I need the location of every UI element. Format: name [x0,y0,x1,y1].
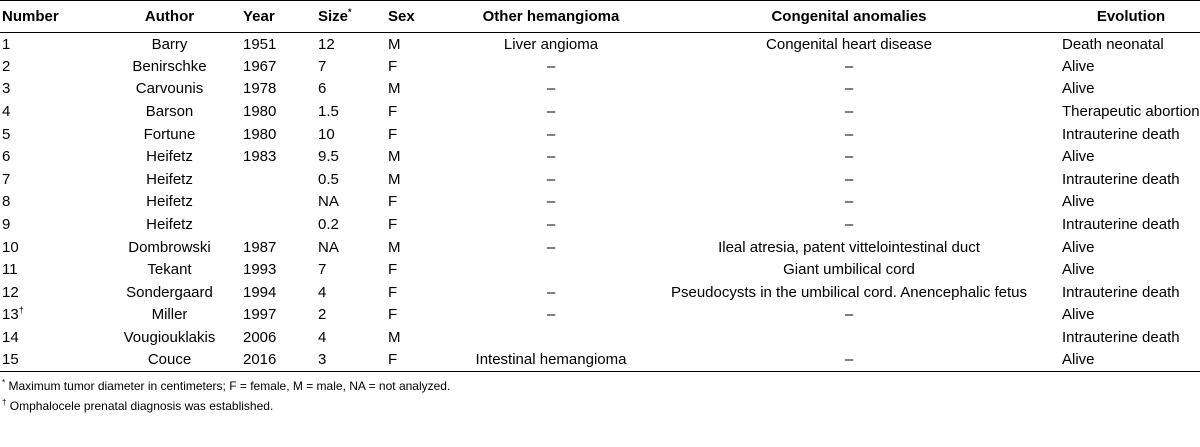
table-row [0,78,1200,101]
cell-other-hemangioma [464,281,636,304]
cell-sex [386,168,464,191]
cell-author [96,78,241,101]
cell-other-hemangioma-text: – [546,125,556,143]
cell-other-hemangioma [464,191,636,214]
cell-other-hemangioma-text: – [546,57,556,75]
table-body [0,33,1200,372]
cell-author-text: Barry [151,35,188,53]
cell-number-text: 13 [2,306,19,324]
cell-year [241,168,316,191]
cell-evolution-text: Alive [1062,148,1095,166]
cell-evolution-text: Alive [1062,193,1095,211]
cell-other-hemangioma [464,55,636,78]
cell-size [316,100,386,123]
cell-evolution [1060,100,1200,123]
cell-author [96,236,241,259]
cell-congenital-anomalies [636,78,1060,101]
cell-sex-text: M [388,148,401,166]
cell-congenital-anomalies-text: – [844,306,854,324]
cell-size-text: 2 [318,306,327,324]
table-row [0,258,1200,281]
cell-size-text: 4 [318,283,327,301]
cell-evolution-text: Alive [1062,261,1095,279]
cell-size-text: 6 [318,80,327,98]
table-row [0,304,1200,327]
cell-author-text: Heifetz [146,148,193,166]
cell-evolution [1060,281,1200,304]
cell-number [0,33,96,56]
cell-number-text: 5 [2,125,11,143]
cell-number [0,123,96,146]
cell-congenital-anomalies-text: – [844,148,854,166]
cell-evolution-text: Intrauterine death [1062,125,1180,143]
cell-congenital-anomalies [636,349,1060,372]
cell-size [316,78,386,101]
cell-year [241,100,316,123]
cell-sex [386,213,464,236]
cell-congenital-anomalies [636,326,1060,349]
cell-other-hemangioma [464,168,636,191]
cell-evolution [1060,236,1200,259]
footnote-mark: * [2,377,6,387]
cell-congenital-anomalies [636,33,1060,56]
cell-number-text: 8 [2,193,11,211]
header-congenital-anomalies: Congenital anomalies [636,1,1060,33]
cell-author [96,349,241,372]
cell-sex [386,281,464,304]
table-row [0,123,1200,146]
cell-other-hemangioma [464,213,636,236]
table-header-row [0,1,1200,33]
cell-sex-text: M [388,238,401,256]
cell-number [0,213,96,236]
cell-sex-text: M [388,329,401,347]
cell-other-hemangioma-text: – [546,148,556,166]
cell-year-text: 1997 [243,306,277,324]
cell-congenital-anomalies [636,281,1060,304]
cell-author [96,145,241,168]
cell-other-hemangioma-text: Intestinal hemangioma [475,351,627,369]
cell-year [241,326,316,349]
cell-author-text: Vougiouklakis [123,329,216,347]
cell-size [316,281,386,304]
cell-congenital-anomalies [636,258,1060,281]
table-row [0,100,1200,123]
cell-year [241,191,316,214]
cell-author-text: Benirschke [132,57,207,75]
cell-other-hemangioma-text: – [546,193,556,211]
table-row [0,168,1200,191]
cell-congenital-anomalies-text: Congenital heart disease [766,35,932,53]
cell-size-text: 7 [318,57,327,75]
cell-sex-text: M [388,170,401,188]
cell-year [241,281,316,304]
cell-number-text: 11 [2,261,18,279]
cell-number-text: 10 [2,238,19,256]
cell-other-hemangioma [464,145,636,168]
cell-size-text: 9.5 [318,148,339,166]
cell-author-text: Miller [151,306,188,324]
cell-size [316,123,386,146]
table-row [0,213,1200,236]
header-year: Year [241,1,316,33]
cell-sex [386,123,464,146]
cell-year [241,258,316,281]
cell-other-hemangioma-text: – [546,103,556,121]
table-row [0,349,1200,372]
cell-number-text: 15 [2,351,19,369]
cell-number-text: 3 [2,80,11,98]
cell-size [316,55,386,78]
cell-size [316,168,386,191]
cell-evolution-text: Intrauterine death [1062,170,1180,188]
cell-author-text: Heifetz [146,170,193,188]
cell-year [241,304,316,327]
cell-year-text: 1951 [243,35,277,53]
cell-author-text: Couce [147,351,192,369]
cell-congenital-anomalies-text: – [844,57,854,75]
cell-size [316,349,386,372]
cell-size-text: NA [318,193,339,211]
cell-author [96,213,241,236]
footnote-mark: † [2,397,7,407]
cell-size-text: 4 [318,329,327,347]
cell-other-hemangioma [464,78,636,101]
cell-evolution-text: Alive [1062,80,1095,98]
cell-sex-text: F [388,103,398,121]
cell-year-text: 1993 [243,261,277,279]
cell-author [96,123,241,146]
cell-other-hemangioma-text: – [546,283,556,301]
table-row [0,33,1200,56]
cell-number [0,78,96,101]
cell-year-text: 1980 [243,103,277,121]
table-row [0,236,1200,259]
cell-evolution-text: Alive [1062,57,1095,75]
cell-congenital-anomalies-text: Giant umbilical cord [783,261,915,279]
footnotes [0,376,1200,416]
cell-evolution [1060,258,1200,281]
cell-other-hemangioma-text: – [546,216,556,234]
row-footnote-mark: † [18,305,24,316]
cell-other-hemangioma-text: Liver angioma [503,35,599,53]
cell-author [96,100,241,123]
table-row [0,326,1200,349]
table-row [0,281,1200,304]
cell-sex [386,55,464,78]
cell-author [96,55,241,78]
cell-year-text: 1994 [243,283,277,301]
cell-year [241,78,316,101]
cell-number [0,236,96,259]
cell-sex-text: M [388,80,401,98]
cell-sex [386,100,464,123]
cell-evolution [1060,55,1200,78]
cell-size-text: 10 [318,125,335,143]
cell-congenital-anomalies-text: – [844,193,854,211]
cell-number [0,281,96,304]
cell-author [96,304,241,327]
cell-size [316,191,386,214]
cell-author-text: Heifetz [146,193,193,211]
cell-size [316,213,386,236]
cell-other-hemangioma [464,304,636,327]
cell-year-text: 1987 [243,238,277,256]
cell-number [0,326,96,349]
header-size-mark: * [348,7,352,17]
footnote-text: Maximum tumor diameter in centimeters; F = female, M = male, NA = not analyzed. [8,378,451,393]
cell-evolution [1060,191,1200,214]
footnote [2,376,1200,396]
cell-evolution [1060,213,1200,236]
cell-evolution-text: Intrauterine death [1062,283,1180,301]
cell-congenital-anomalies-text: Pseudocysts in the umbilical cord. Anencephalic fetus [670,283,1028,301]
cell-year-text: 1978 [243,80,277,98]
cell-congenital-anomalies [636,145,1060,168]
cell-year [241,349,316,372]
cell-author-text: Tekant [147,261,192,279]
cell-number-text: 14 [2,329,19,347]
cell-evolution-text: Alive [1062,351,1095,369]
table-row [0,55,1200,78]
cell-congenital-anomalies-text: – [844,216,854,234]
header-author: Author [96,1,241,33]
cell-congenital-anomalies [636,123,1060,146]
cell-author [96,33,241,56]
cell-year [241,236,316,259]
footnote-text: Omphalocele prenatal diagnosis was established. [9,398,274,413]
cell-author-text: Dombrowski [128,238,211,256]
cell-congenital-anomalies-text: Ileal atresia, patent vittelointestinal duct [718,238,980,256]
cell-sex [386,191,464,214]
cell-size-text: NA [318,238,339,256]
cell-number [0,191,96,214]
cell-sex [386,304,464,327]
header-sex: Sex [386,1,464,33]
cell-number-text: 1 [2,35,11,53]
cell-sex-text: F [388,283,398,301]
cell-evolution [1060,326,1200,349]
cell-sex [386,326,464,349]
cell-size [316,145,386,168]
cell-sex-text: F [388,306,398,324]
table-row [0,145,1200,168]
cell-congenital-anomalies-text: – [844,351,854,369]
cell-size-text: 7 [318,261,327,279]
cell-congenital-anomalies [636,55,1060,78]
cell-evolution [1060,168,1200,191]
cell-author-text: Fortune [143,125,196,143]
cell-other-hemangioma [464,258,636,281]
cell-sex [386,145,464,168]
cell-size [316,33,386,56]
cell-other-hemangioma [464,326,636,349]
cell-congenital-anomalies-text: – [844,125,854,143]
cell-evolution [1060,349,1200,372]
cell-author-text: Heifetz [146,216,193,234]
cell-congenital-anomalies [636,304,1060,327]
cell-sex-text: F [388,216,398,234]
cell-number [0,349,96,372]
cell-evolution [1060,78,1200,101]
cell-number-text: 9 [2,216,11,234]
cell-other-hemangioma-text: – [546,306,556,324]
cell-year-text: 1980 [243,125,277,143]
cell-congenital-anomalies [636,236,1060,259]
footnote [2,396,1200,416]
cell-author-text: Sondergaard [126,283,213,301]
cell-number-text: 7 [2,170,11,188]
cell-size-text: 12 [318,35,335,53]
header-evolution: Evolution [1060,1,1200,33]
cell-size-text: 3 [318,351,327,369]
cell-number [0,55,96,78]
header-size-label: Size [318,8,349,25]
cell-sex-text: F [388,261,398,279]
cell-size [316,236,386,259]
cell-other-hemangioma [464,349,636,372]
cell-number-text: 6 [2,148,11,166]
cell-year [241,145,316,168]
cell-year-text: 2006 [243,329,277,347]
cell-year-text: 1983 [243,148,277,166]
cell-evolution [1060,304,1200,327]
cell-year-text: 1967 [243,57,277,75]
cell-author [96,191,241,214]
cell-author-text: Barson [145,103,194,121]
cell-sex [386,349,464,372]
cell-sex-text: F [388,57,398,75]
cell-year [241,33,316,56]
cell-congenital-anomalies-text: – [844,80,854,98]
cell-number [0,100,96,123]
header-number: Number [0,1,96,33]
table-row [0,191,1200,214]
cell-year [241,213,316,236]
header-size [316,1,386,33]
cell-author [96,258,241,281]
cell-author-text: Carvounis [135,80,204,98]
cell-author [96,168,241,191]
cell-size [316,304,386,327]
cell-other-hemangioma [464,236,636,259]
cell-sex-text: M [388,35,401,53]
cell-other-hemangioma [464,33,636,56]
cell-number-text: 4 [2,103,11,121]
cell-year [241,123,316,146]
cell-congenital-anomalies-text: – [844,170,854,188]
cell-evolution-text: Intrauterine death [1062,216,1180,234]
cell-congenital-anomalies [636,191,1060,214]
cell-other-hemangioma-text: – [546,238,556,256]
cell-other-hemangioma [464,100,636,123]
cell-other-hemangioma-text: – [546,170,556,188]
cell-number [0,145,96,168]
cell-number [0,304,96,327]
cell-congenital-anomalies [636,100,1060,123]
cell-other-hemangioma-text: – [546,80,556,98]
cell-evolution [1060,33,1200,56]
cell-evolution-text: Alive [1062,238,1095,256]
cell-number-text: 2 [2,57,11,75]
cell-sex-text: F [388,193,398,211]
cell-number [0,258,96,281]
cell-year [241,55,316,78]
cell-sex [386,236,464,259]
cell-sex [386,33,464,56]
cell-sex [386,78,464,101]
cell-evolution-text: Intrauterine death [1062,329,1180,347]
cell-sex-text: F [388,351,398,369]
cell-evolution-text: Death neonatal [1062,35,1164,53]
cell-congenital-anomalies [636,168,1060,191]
cell-other-hemangioma [464,123,636,146]
cell-size [316,326,386,349]
cell-size [316,258,386,281]
cell-congenital-anomalies-text: – [844,103,854,121]
cell-year-text: 2016 [243,351,277,369]
cell-number [0,168,96,191]
cell-evolution [1060,145,1200,168]
cell-number-text: 12 [2,283,19,301]
cell-author [96,326,241,349]
cell-evolution-text: Therapeutic abortion [1062,103,1200,121]
cell-sex-text: F [388,125,398,143]
cell-evolution-text: Alive [1062,306,1095,324]
cell-size-text: 0.2 [318,216,339,234]
cell-author [96,281,241,304]
cell-evolution [1060,123,1200,146]
cell-size-text: 0.5 [318,170,339,188]
header-other-hemangioma: Other hemangioma [464,1,636,33]
cell-congenital-anomalies [636,213,1060,236]
cell-sex [386,258,464,281]
cell-size-text: 1.5 [318,103,339,121]
